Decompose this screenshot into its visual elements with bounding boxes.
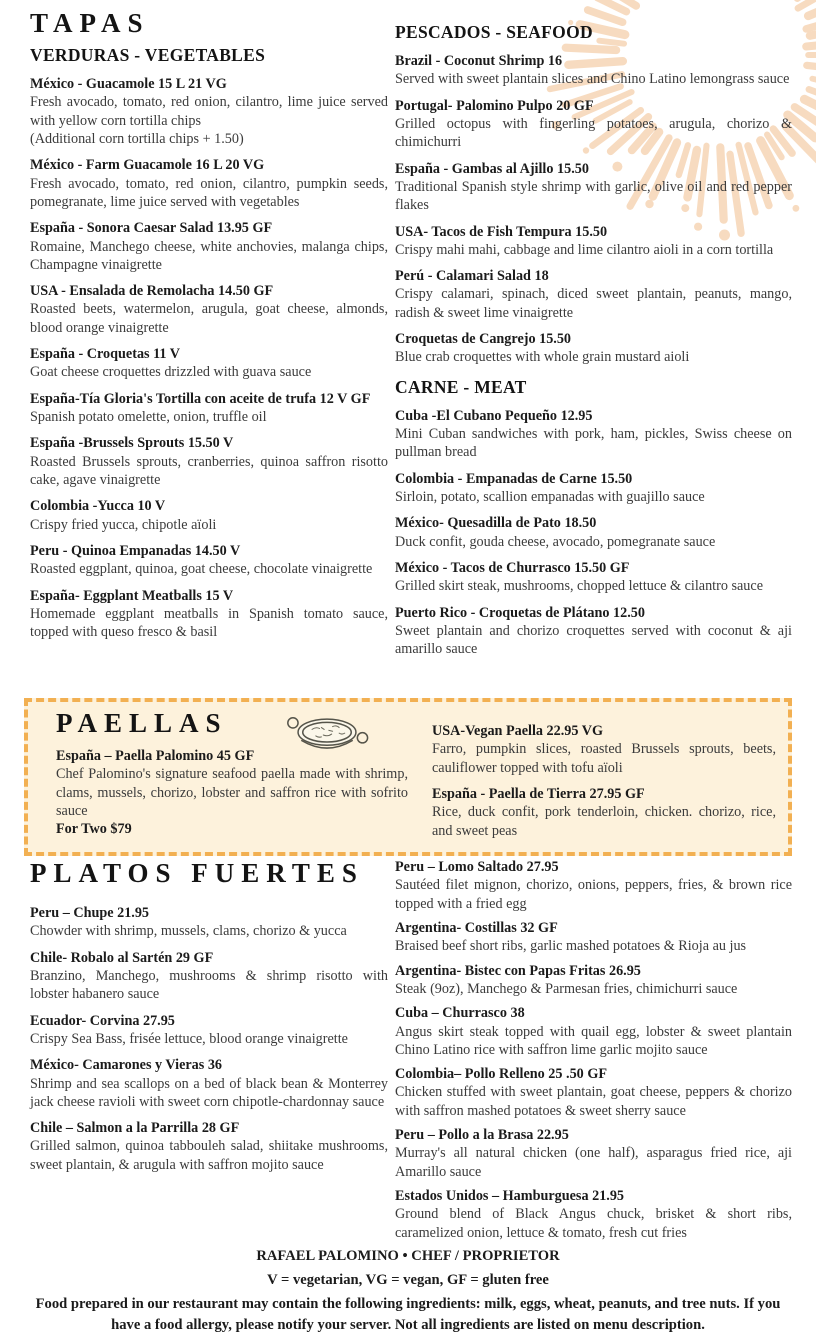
menu-item-name: Chile- Robalo al Sartén 29 GF bbox=[30, 949, 214, 966]
menu-item-name: España -Brussels Sprouts 15.50 V bbox=[30, 435, 234, 452]
menu-item-description: Branzino, Manchego, mushrooms & shrimp risotto with lobster habanero sauce bbox=[30, 967, 388, 1003]
menu-item-name: Peru – Pollo a la Brasa 22.95 bbox=[395, 1127, 569, 1144]
menu-item-note-bold: For Two $79 bbox=[56, 821, 132, 838]
menu-item-note: (Additional corn tortilla chips + 1.50) bbox=[30, 130, 244, 147]
paellas-section bbox=[24, 698, 792, 856]
carne-subheading: CARNE - MEAT bbox=[395, 376, 527, 397]
menu-item-description: Chef Palomino's signature seafood paella made with shrimp, clams, mussels, chorizo, lobster and saffron rice with sofrito sauce bbox=[56, 766, 408, 819]
menu-item-name: España-Tía Gloria's Tortilla con aceite de trufa 12 V GF bbox=[30, 390, 371, 407]
menu-item bbox=[395, 858, 792, 913]
diet-legend-line: V = vegetarian, VG = vegan, GF = gluten free bbox=[267, 1272, 549, 1289]
menu-item-name: Argentina- Costillas 32 GF bbox=[395, 919, 558, 936]
platos-right-column bbox=[395, 858, 792, 1248]
menu-item-description: Fresh avocado, tomato, red onion, cilantro, pumpkin seeds, pomegranate, lime juice served with vegetables bbox=[30, 175, 388, 210]
menu-item bbox=[30, 904, 388, 941]
menu-item bbox=[30, 75, 388, 148]
menu-item-name: Brazil - Coconut Shrimp 16 bbox=[395, 53, 563, 69]
menu-item bbox=[395, 919, 792, 956]
menu-item bbox=[30, 497, 388, 534]
menu-item-name: España - Paella de Tierra 27.95 GF bbox=[432, 785, 645, 802]
menu-item bbox=[30, 1119, 388, 1174]
menu-item-description: Romaine, Manchego cheese, white anchovies, malanga chips, Champagne vinaigrette bbox=[30, 238, 388, 273]
menu-item-name: USA-Vegan Paella 22.95 VG bbox=[432, 723, 604, 739]
menu-item bbox=[30, 542, 388, 579]
menu-item bbox=[395, 559, 792, 596]
menu-item-description: Crispy calamari, spinach, diced sweet plantain, peanuts, mango, radish & sweet lime vinaigrette bbox=[395, 286, 792, 321]
menu-item bbox=[30, 156, 388, 211]
menu-item bbox=[30, 282, 388, 337]
menu-item bbox=[30, 219, 388, 274]
menu-item-description: Ground blend of Black Angus chuck, brisket & short ribs, caramelized onion, lettuce & tomato, fresh cut fries bbox=[395, 1206, 792, 1241]
menu-item-description: Murray's all natural chicken (one half), asparagus fried rice, aji Amarillo sauce bbox=[395, 1145, 792, 1180]
paellas-title: PAELLAS bbox=[56, 708, 228, 738]
menu-item-name: Estados Unidos – Hamburguesa 21.95 bbox=[395, 1188, 625, 1204]
menu-item-description: Chowder with shrimp, mussels, clams, chorizo & yucca bbox=[30, 923, 347, 940]
menu-item bbox=[30, 434, 388, 489]
menu-item-description: Steak (9oz), Manchego & Parmesan fries, chimichurri sauce bbox=[395, 980, 738, 997]
menu-item-description: Roasted eggplant, quinoa, goat cheese, chocolate vinaigrette bbox=[30, 561, 373, 578]
menu-item bbox=[30, 390, 388, 427]
menu-item-description: Spanish potato omelette, onion, truffle oil bbox=[30, 409, 267, 426]
menu-item bbox=[395, 223, 792, 260]
menu-item-description: Braised beef short ribs, garlic mashed potatoes & Rioja au jus bbox=[395, 938, 747, 955]
menu-item-description: Sautéed filet mignon, chorizo, onions, peppers, fries, & brown rice topped with a fried egg bbox=[395, 877, 792, 912]
tapas-section bbox=[30, 8, 388, 649]
menu-item bbox=[432, 722, 776, 777]
menu-item bbox=[432, 785, 776, 840]
menu-item-name: Croquetas de Cangrejo 15.50 bbox=[395, 331, 572, 348]
carne-item-list bbox=[395, 407, 792, 659]
menu-item-description: Grilled skirt steak, mushrooms, chopped lettuce & cilantro sauce bbox=[395, 578, 763, 595]
menu-item-name: México - Tacos de Churrasco 15.50 GF bbox=[395, 559, 630, 576]
menu-item bbox=[30, 345, 388, 382]
menu-item-description: Served with sweet plantain slices and Chino Latino lemongrass sauce bbox=[395, 71, 790, 88]
allergy-notice: Food prepared in our restaurant may contain the following ingredients: milk, eggs, wheat, peanuts, and tree nuts. If you have a food allergy, please notify your server. Not all ingredients are listed on menu description. bbox=[35, 1296, 781, 1334]
menu-item-description: Traditional Spanish style shrimp with garlic, olive oil and red pepper flakes bbox=[395, 178, 792, 214]
menu-item-description: Rice, duck confit, pork tenderloin, chicken. chorizo, rice, and sweet peas bbox=[432, 804, 776, 839]
menu-item-description: Shrimp and sea scallops on a bed of black bean & Monterrey jack cheese ravioli with sweet corn chipotle-chardonnay sauce bbox=[30, 1075, 388, 1110]
menu-item-name: Peru – Lomo Saltado 27.95 bbox=[395, 859, 559, 875]
pescados-subheading: PESCADOS - SEAFOOD bbox=[395, 22, 593, 42]
menu-item bbox=[30, 949, 388, 1004]
menu-item-name: España - Sonora Caesar Salad 13.95 GF bbox=[30, 220, 273, 237]
pescados-item-list bbox=[395, 52, 792, 367]
menu-item bbox=[395, 470, 792, 507]
menu-item bbox=[395, 52, 792, 89]
menu-item-name: España - Croquetas 11 V bbox=[30, 346, 181, 363]
menu-item-name: Argentina- Bistec con Papas Fritas 26.95 bbox=[395, 962, 641, 979]
menu-item-description: Crispy Sea Bass, frisée lettuce, blood orange vinaigrette bbox=[30, 1030, 348, 1047]
menu-item-name: Cuba -El Cubano Pequeño 12.95 bbox=[395, 407, 593, 424]
menu-item-description: Fresh avocado, tomato, red onion, cilantro, lime juice served with yellow corn tortilla chips bbox=[30, 94, 388, 129]
menu-item-description: Crispy mahi mahi, cabbage and lime cilantro aioli in a corn tortilla bbox=[395, 241, 774, 258]
menu-item bbox=[395, 962, 792, 999]
menu-item bbox=[395, 160, 792, 215]
menu-item bbox=[395, 330, 792, 367]
menu-item-name: Colombia - Empanadas de Carne 15.50 bbox=[395, 470, 633, 487]
platos-fuertes-title: PLATOS FUERTES bbox=[30, 858, 364, 888]
chef-proprietor-line: RAFAEL PALOMINO • CHEF / PROPRIETOR bbox=[256, 1248, 560, 1264]
menu-item bbox=[395, 407, 792, 462]
menu-item bbox=[395, 1126, 792, 1181]
menu-item-description: Crispy fried yucca, chipotle aïoli bbox=[30, 516, 217, 533]
paellas-right-column bbox=[432, 722, 776, 848]
menu-item bbox=[395, 514, 792, 551]
menu-item-description: Roasted Brussels sprouts, cranberries, quinoa saffron risotto cake, agave vinaigrette bbox=[30, 453, 388, 488]
paella-pan-icon bbox=[280, 707, 374, 763]
menu-item-description: Grilled octopus with fingerling potatoes, arugula, chorizo & chimichurri bbox=[395, 115, 792, 151]
seafood-meat-section bbox=[395, 16, 792, 666]
menu-item-name: Colombia -Yucca 10 V bbox=[30, 498, 166, 515]
menu-item bbox=[395, 97, 792, 152]
menu-item-name: Chile – Salmon a la Parrilla 28 GF bbox=[30, 1120, 240, 1137]
tapas-title: TAPAS bbox=[30, 8, 150, 38]
menu-item bbox=[395, 1004, 792, 1059]
menu-item bbox=[30, 587, 388, 642]
menu-item bbox=[395, 1065, 792, 1120]
menu-item-name: USA- Tacos de Fish Tempura 15.50 bbox=[395, 223, 608, 240]
menu-item-description: Mini Cuban sandwiches with pork, ham, pickles, Swiss cheese on pullman bread bbox=[395, 426, 792, 461]
menu-item-name: Peru – Chupe 21.95 bbox=[30, 905, 150, 921]
menu-item-name: Peru - Quinoa Empanadas 14.50 V bbox=[30, 542, 241, 559]
menu-item bbox=[395, 1187, 792, 1242]
footer bbox=[24, 1243, 792, 1340]
menu-item-name: México- Quesadilla de Pato 18.50 bbox=[395, 515, 597, 532]
menu-item-description: Homemade eggplant meatballs in Spanish tomato sauce, topped with queso fresco & basil bbox=[30, 605, 388, 641]
menu-item-description: Chicken stuffed with sweet plantain, goat cheese, peppers & chorizo with saffron mashed potatoes & sweet sherry sauce bbox=[395, 1084, 792, 1119]
menu-item-name: España- Eggplant Meatballs 15 V bbox=[30, 587, 234, 604]
menu-item-name: México- Camarones y Vieras 36 bbox=[30, 1057, 223, 1074]
menu-item-description: Sweet plantain and chorizo croquettes served with coconut & aji amarillo sauce bbox=[395, 622, 792, 658]
menu-item bbox=[30, 1056, 388, 1111]
menu-item-name: España – Paella Palomino 45 GF bbox=[56, 748, 255, 765]
menu-item-name: Perú - Calamari Salad 18 bbox=[395, 268, 549, 285]
menu-item bbox=[395, 604, 792, 659]
menu-item bbox=[30, 1012, 388, 1049]
verduras-subheading: VERDURAS - VEGETABLES bbox=[30, 45, 266, 66]
menu-item-description: Roasted beets, watermelon, arugula, goat cheese, almonds, blood orange vinaigrette bbox=[30, 301, 388, 336]
menu-item-name: México - Farm Guacamole 16 L 20 VG bbox=[30, 157, 265, 174]
menu-item-description: Farro, pumpkin slices, roasted Brussels sprouts, beets, cauliflower topped with tofu aïoli bbox=[432, 741, 776, 776]
menu-item-name: Puerto Rico - Croquetas de Plátano 12.50 bbox=[395, 604, 645, 621]
platos-left-column bbox=[30, 904, 388, 1182]
menu-item-description: Angus skirt steak topped with quail egg, lobster & sweet plantain Chino Latino rice with saffron lime garlic mojito sauce bbox=[395, 1023, 792, 1058]
menu-item-name: Colombia– Pollo Relleno 25 .50 GF bbox=[395, 1066, 608, 1083]
menu-item-description: Blue crab croquettes with whole grain mustard aioli bbox=[395, 349, 690, 366]
menu-item-name: Ecuador- Corvina 27.95 bbox=[30, 1012, 175, 1029]
menu-item-name: España - Gambas al Ajillo 15.50 bbox=[395, 160, 589, 177]
menu-item-name: Portugal- Palomino Pulpo 20 GF bbox=[395, 97, 594, 114]
verduras-item-list bbox=[30, 75, 388, 641]
menu-item-name: USA - Ensalada de Remolacha 14.50 GF bbox=[30, 283, 274, 300]
menu-item-name: Cuba – Churrasco 38 bbox=[395, 1005, 525, 1022]
menu-item-description: Sirloin, potato, scallion empanadas with guajillo sauce bbox=[395, 488, 705, 505]
menu-item-description: Grilled salmon, quinoa tabbouleh salad, shiitake mushrooms, sweet plantain, & arugula with saffron mojito sauce bbox=[30, 1138, 388, 1173]
menu-item-name: México - Guacamole 15 L 21 VG bbox=[30, 76, 227, 93]
menu-item-description: Goat cheese croquettes drizzled with guava sauce bbox=[30, 364, 312, 381]
menu-item bbox=[395, 267, 792, 322]
menu-item-description: Duck confit, gouda cheese, avocado, pomegranate sauce bbox=[395, 533, 716, 550]
